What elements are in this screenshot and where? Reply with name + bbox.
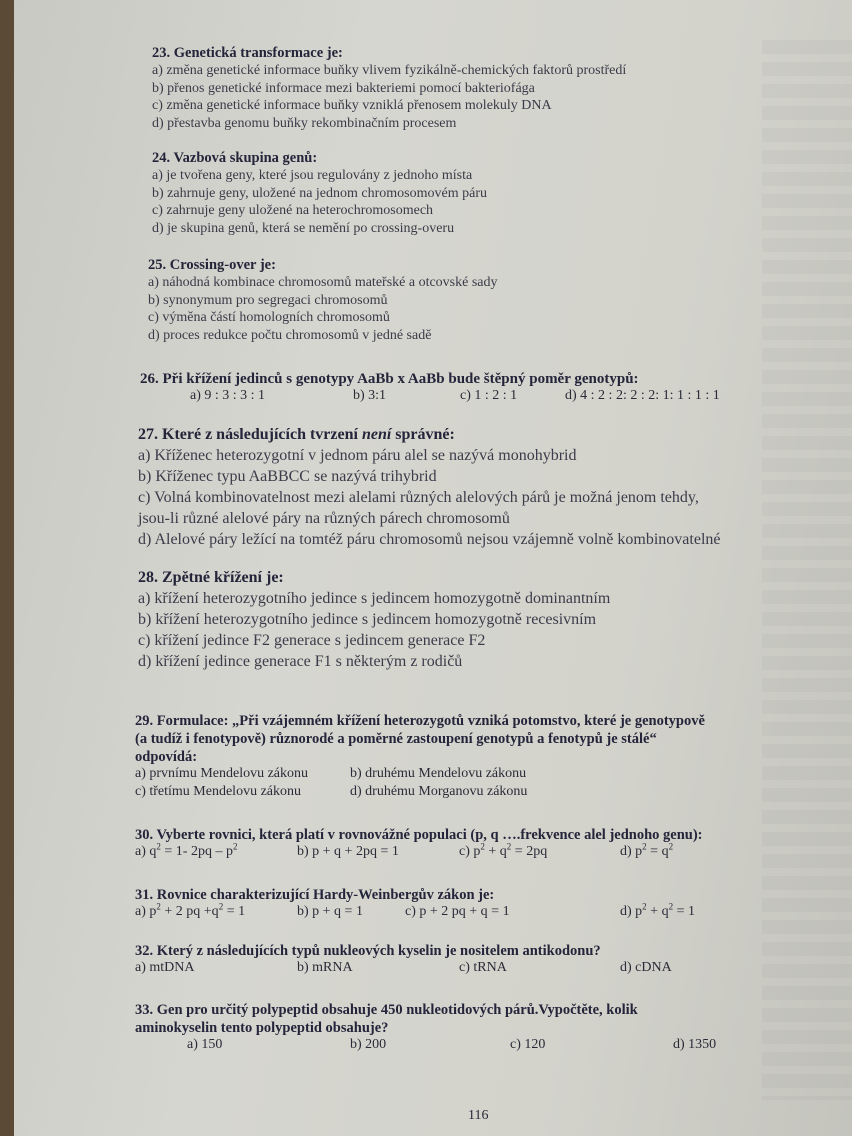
option-b: b) 3:1 [353,388,387,403]
option-d: d) 4 : 2 : 2: 2 : 2: 1: 1 : 1 : 1 [565,388,720,403]
option-a: a) Kříženec heterozygotní v jednom páru alel se nazývá monohybrid [138,447,577,464]
question-title: 27. Které z následujících tvrzení není správné: [138,426,455,443]
question-32 [135,942,672,978]
question-title: 23. Genetická transformace je: [152,45,343,61]
option-c: c) změna genetické informace buňky vzniklá přenosem molekuly DNA [152,98,552,113]
question-25 [148,256,498,344]
option-d: d) $p^2 = q^2$ [620,841,674,859]
option-b: b) Kříženec typu AaBBCC se nazývá trihybrid [138,468,437,485]
question-title: 31. Rovnice charakterizující Hardy-Weinbergův zákon je: [135,887,495,903]
option-c: c) 1 : 2 : 1 [460,388,518,403]
option-c: c) tRNA [459,960,507,975]
option-b: b) p + q + 2pq = 1 [297,844,399,859]
option-c: c) výměna částí homologních chromosomů [148,310,390,325]
option-b: b) druhému Mendelovu zákonu [350,766,527,781]
question-title: 32. Který z následujících typů nukleových kyselin je nositelem antikodonu? [135,943,601,959]
option-b: b) 200 [350,1037,387,1052]
question-29 [135,712,705,802]
option-d: d) $p^2 + q^2 = 1$ [620,901,695,919]
option-a: a) je tvořena geny, které jsou regulovány z jednoho místa [152,168,473,183]
question-27 [138,425,720,550]
option-a: a) náhodná kombinace chromosomů mateřské a otcovské sady [148,275,498,290]
question-title-line-2: (a tudíž i fenotypově) různorodé a poměrné zastoupení genotypů a fenotypů je stálé“ [135,731,657,747]
option-a: a) 150 [187,1037,223,1052]
option-c: c) Volná kombinovatelnost mezi alelami různých alelových párů je možná jenom tehdy, [138,489,699,506]
option-c: c) zahrnuje geny uložené na heterochromosomech [152,203,434,218]
option-b: b) p + q = 1 [297,904,363,919]
question-title: 28. Zpětné křížení je: [138,569,284,586]
question-30 [135,826,703,862]
option-a: a) křížení heterozygotního jedince s jedincem homozygotně dominantním [138,590,611,607]
option-c: c) $p^2 + q^2 = 2pq$ [459,841,548,859]
option-d: d) Alelové páry ležící na tomtéž páru chromosomů nejsou vzájemně volně kombinovatelné [138,531,721,548]
question-title: 26. Při křížení jedinců s genotypy AaBb x AaBb bude štěpný poměr genotypů: [140,371,639,387]
question-title: 25. Crossing-over je: [148,257,276,273]
option-d: d) 1350 [673,1037,717,1052]
option-b: b) zahrnuje geny, uložené na jednom chromosomovém páru [152,185,487,201]
option-c: c) 120 [510,1037,546,1052]
option-a: a) 9 : 3 : 3 : 1 [190,388,266,403]
question-title-line-2: aminokyselin tento polypeptid obsahuje? [135,1020,389,1036]
option-c-continued: jsou-li různé alelové páry na různých párech chromosomů [138,510,510,527]
option-c: c) křížení jedince F2 generace s jedincem generace F2 [138,632,486,649]
option-a: a) prvnímu Mendelovu zákonu [135,766,309,781]
option-a: a) mtDNA [135,960,195,975]
question-23 [152,44,626,132]
option-a: a) $q^2 = 1-$ $2pq - p^2$ [135,841,238,859]
option-b: b) křížení heterozygotního jedince s jedincem homozygotně recesivním [138,611,597,628]
book-page [14,0,852,1136]
bleed-through-text [762,40,852,1100]
option-d: d) proces redukce počtu chromosomů v jedné sadě [148,327,432,343]
page-number: 116 [468,1108,489,1123]
option-b: b) mRNA [297,960,353,975]
question-title-line-1: 33. Gen pro určitý polypeptid obsahuje 450 nukleotidových párů.Vypočtěte, kolik [135,1002,638,1018]
option-d: d) křížení jedince generace F1 s některým z rodičů [138,653,463,670]
option-d: d) je skupina genů, která se nemění po crossing-overu [152,220,455,236]
option-a: a) $p^2 + 2$ pq $+q^2 = 1$ [135,901,246,919]
question-title-line-1: 29. Formulace: „Při vzájemném křížení heterozygotů vzniká potomstvo, které je genotypově [135,713,705,729]
option-d: d) cDNA [620,960,672,975]
question-24 [152,149,487,237]
option-b: b) synonymum pro segregaci chromosomů [148,292,388,308]
question-title: 24. Vazbová skupina genů: [152,150,318,166]
question-title: 30. Vyberte rovnici, která platí v rovnovážné populaci (p, q ….frekvence alel jednoho genu): [135,827,703,843]
question-26 [140,370,720,406]
option-d: d) druhému Morganovu zákonu [350,784,528,799]
option-c: c) p + 2 pq + q = 1 [405,904,510,919]
option-d: d) přestavba genomu buňky rekombinačním procesem [152,115,457,131]
question-33 [135,1001,717,1055]
option-a: a) změna genetické informace buňky vlivem fyzikálně-chemických faktorů prostředí [152,63,627,78]
question-31 [135,886,695,922]
question-28 [138,568,610,672]
question-title-line-3: odpovídá: [135,749,198,765]
option-b: b) přenos genetické informace mezi bakteriemi pomocí bakteriofága [152,80,535,96]
option-c: c) třetímu Mendelovu zákonu [135,784,302,799]
